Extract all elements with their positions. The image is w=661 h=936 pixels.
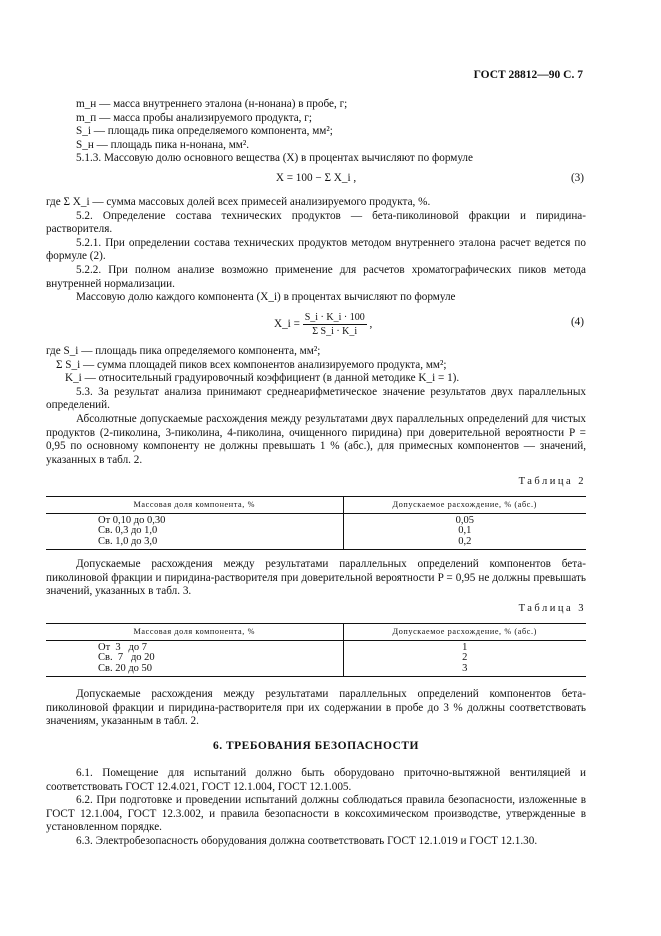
formula-4-denominator: Σ S_i · K_i [312, 326, 358, 337]
def-si-2: где S_i — площадь пика определяемого компонента, мм²; [46, 345, 321, 357]
table-cell: 0,2 [343, 537, 586, 550]
para-mass-fraction: Массовую долю каждого компонента (X_i) в процентах вычисляют по формуле [76, 291, 456, 304]
formula-4-fraction [303, 312, 367, 337]
formula-4-tail: , [369, 318, 373, 331]
def-si: S_i — площадь пика определяемого компонента, мм²; [76, 125, 333, 138]
para-6-2: 6.2. При подготовке и проведении испытаний должны соблюдаться правила безопасности, изложенные в ГОСТ 12.1.004, ГОСТ 12.3.002, и правила безопасности в коксохимическом производстве, утвержденные в установленном порядке. [46, 794, 586, 834]
formula-3-expression: X = 100 − Σ X_i , [275, 172, 357, 184]
para-6-1: 6.1. Помещение для испытаний должно быть оборудовано приточно-вытяжной вентиляцией и соответствовать ГОСТ 12.4.021, ГОСТ 12.1.004, ГОСТ 12.1.005. [46, 767, 586, 793]
section-6-title-block [46, 740, 586, 754]
para-table-3-intro: Допускаемые расхождения между результатами параллельных определений компонентов бета-пиколиновой фракции и пиридина-растворителя при доверительной вероятности P = 0,95 не должны превышать значений, указанных в табл. 3. [46, 558, 586, 598]
table-cell: 0,05 [455, 514, 474, 526]
table-2-header-1: Массовая доля компонента, % [46, 496, 343, 513]
table-3-caption: Таблица 3 [518, 603, 586, 614]
table-2 [46, 496, 586, 551]
def-sum-si: Σ S_i — сумма площадей пиков всех компонентов анализируемого продукта, мм²; [56, 358, 447, 371]
para-5-3: 5.3. За результат анализа принимают среднеарифметическое значение результатов двух параллельных определений. [46, 385, 586, 412]
para-after-table-3-block [46, 688, 586, 729]
para-5-2: 5.2. Определение состава технических продуктов — бета-пиколиновой фракции и пиридина-растворителя. [46, 209, 586, 236]
def-mn: m_н — масса внутреннего эталона (н-нонана) в пробе, г; [76, 98, 348, 110]
table-cell: Св. 1,0 до 3,0 [46, 537, 343, 550]
para-5-2-2: 5.2.2. При полном анализе возможно применение для расчетов хроматографических пиков метода внутренней нормализации. [46, 263, 586, 290]
table-row [46, 664, 586, 677]
table-cell: От 0,10 до 0,30 [46, 513, 343, 526]
where-3: где Σ X_i — сумма массовых долей всех примесей анализируемого продукта, %. [46, 196, 431, 208]
formula-3-number: (3) [570, 172, 584, 184]
para-5-2-1: 5.2.1. При определении состава технических продуктов методом внутреннего эталона расчет ведется по формуле (2). [46, 236, 586, 263]
table-3-header-1: Массовая доля компонента, % [46, 623, 343, 640]
table-2-header-2: Допускаемое расхождение, % (абс.) [343, 496, 586, 513]
def-sn: S_н — площадь пика н-нонана, мм². [76, 138, 250, 151]
para-5-1-3: 5.1.3. Массовую долю основного вещества (X) в процентах вычисляют по формуле [76, 152, 473, 165]
table-row [46, 537, 586, 550]
table-cell: 1 [462, 641, 468, 653]
definitions-b [46, 345, 586, 467]
formula-4 [46, 312, 586, 342]
table-cell: Св. 0,3 до 1,0 [46, 526, 343, 537]
def-mp: m_п — масса пробы анализируемого продукта, г; [76, 111, 312, 124]
formula-4-numerator: S_i · K_i · 100 [304, 312, 365, 323]
para-6-3: 6.3. Электробезопасность оборудования должна соответствовать ГОСТ 12.1.019 и ГОСТ 12.1.30. [76, 834, 538, 847]
section-5-2 [46, 196, 586, 305]
formula-3 [46, 172, 586, 186]
def-ki: K_i — относительный градуировочный коэффициент (в данной методике K_i = 1). [65, 372, 460, 385]
table-3-block [46, 602, 586, 677]
table-cell: Св. 20 до 50 [46, 664, 343, 677]
table-cell: Св. 7 до 20 [46, 653, 343, 664]
formula-4-number: (4) [570, 316, 584, 328]
para-table-3-intro-block [46, 558, 586, 599]
table-2-caption: Таблица 2 [518, 476, 586, 487]
section-6-body [46, 767, 586, 849]
table-3-header-2: Допускаемое расхождение, % (абс.) [343, 623, 586, 640]
section-6-title: 6. ТРЕБОВАНИЯ БЕЗОПАСНОСТИ [212, 740, 420, 752]
page-header: ГОСТ 28812—90 С. 7 [473, 69, 583, 81]
para-abs-tolerance: Абсолютные допускаемые расхождения между результатами двух параллельных определений для чистых продуктов (2-пиколина, 3-пиколина, 4-пиколина, очищенного пиридина) при доверительной вероятности P = 0,95 по основному компоненту не должны превышать 1 % (абс.), для примесных компонентов — значений, указанных в табл. 2. [46, 412, 586, 466]
table-cell: От 3 до 7 [46, 640, 343, 653]
table-cell: 3 [343, 664, 586, 677]
para-after-table-3: Допускаемые расхождения между результатами параллельных определений компонентов бета-пиколиновой фракции и пиридина-растворителя при их содержании в пробе до 3 % должны соответствовать значениям, указанным в табл. 2. [46, 688, 586, 728]
definitions-a [46, 98, 586, 166]
table-cell: 2 [462, 652, 468, 664]
table-cell: 0,1 [458, 525, 472, 537]
table-3 [46, 623, 586, 678]
table-2-block [46, 475, 586, 550]
formula-4-lhs: X_i = [274, 318, 300, 331]
